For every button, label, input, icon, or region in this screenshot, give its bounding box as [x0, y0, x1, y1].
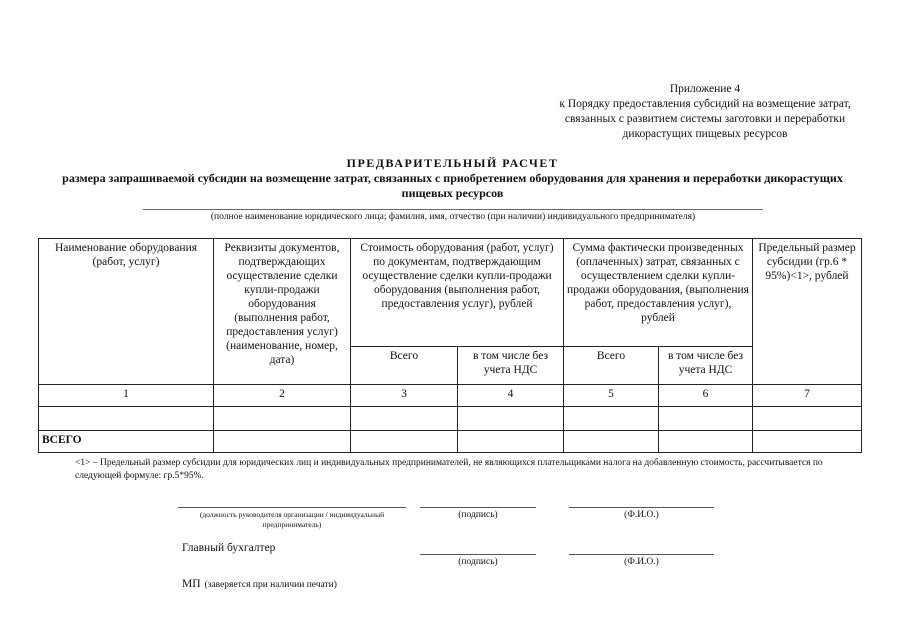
- table-cell: [564, 407, 659, 431]
- document-title: ПРЕДВАРИТЕЛЬНЫЙ РАСЧЕТ: [346, 156, 559, 170]
- table-cell: [39, 407, 214, 431]
- column-number: 1: [39, 385, 214, 407]
- table-cell: [214, 407, 351, 431]
- table-cell: [214, 431, 351, 453]
- table-cell: [351, 431, 458, 453]
- appendix-number: Приложение 4: [669, 83, 741, 95]
- table-cell: [458, 431, 564, 453]
- footnote: <1> – Предельный размер субсидии для юридических лиц и индивидуальных предпринимателей, не являющихся плательщиками налога на добавленную стоимость, рассчитывается по следующей формуле: гр.5*95%.: [75, 458, 823, 481]
- table-cell: [351, 407, 458, 431]
- document-subtitle: размера запрашиваемой субсидии на возмещение затрат, связанных с приобретением оборудования для хранения и переработки дикорастущих пищевых ресурсов: [62, 171, 843, 200]
- header-document-details: Реквизиты документов, подтверждающих осуществление сделки купли-продажи оборудования (выполнения работ, предоставления услуг) (наименование, номер, дата): [214, 239, 351, 385]
- fio-caption: (Ф.И.О.): [624, 510, 659, 520]
- subheader-total: Всего: [351, 347, 458, 385]
- signature-caption: (подпись): [458, 557, 498, 567]
- appendix-line: дикорастущих пищевых ресурсов: [622, 128, 788, 140]
- total-row-label: ВСЕГО: [39, 431, 214, 453]
- chief-accountant-label: Главный бухгалтер: [182, 542, 276, 554]
- organization-name-line: [143, 209, 763, 210]
- subheader-without-vat: в том числе без учета НДС: [458, 347, 564, 385]
- position-caption: (должность руководителя организации / индивидуальный предприниматель): [199, 510, 385, 529]
- column-number: 5: [564, 385, 659, 407]
- table-cell: [753, 407, 862, 431]
- column-number: 7: [753, 385, 862, 407]
- signature-line: [420, 507, 536, 508]
- signature-caption: (подпись): [458, 510, 498, 520]
- table-cell: [753, 431, 862, 453]
- header-equipment-cost: Стоимость оборудования (работ, услуг) по документам, подтверждающим осуществление сделки купли-продажи оборудования (выполнения работ, предоставления услуг), рублей: [351, 239, 564, 347]
- appendix-line: связанных с развитием системы заготовки и переработки: [564, 113, 846, 125]
- fio-caption: (Ф.И.О.): [624, 557, 659, 567]
- appendix-line: к Порядку предоставления субсидий на возмещение затрат,: [559, 98, 851, 110]
- table-cell: [458, 407, 564, 431]
- header-equipment-name: Наименование оборудования (работ, услуг): [39, 239, 214, 385]
- stamp-block: [182, 574, 337, 592]
- table-cell: [564, 431, 659, 453]
- column-number: 4: [458, 385, 564, 407]
- header-actual-expenses: Сумма фактически произведенных (оплаченных) затрат, связанных с осуществлением сделки купли-продажи оборудования, (выполнения работ, предоставления услуг), рублей: [564, 239, 753, 347]
- subheader-total: Всего: [564, 347, 659, 385]
- appendix-header: [520, 82, 890, 142]
- calculation-table: [38, 238, 862, 453]
- stamp-note: (заверяется при наличии печати): [204, 580, 337, 590]
- table-cell: [659, 431, 753, 453]
- column-number: 6: [659, 385, 753, 407]
- position-line: [178, 507, 406, 508]
- fio-line: [569, 554, 714, 555]
- fio-line: [569, 507, 714, 508]
- header-subsidy-limit: Предельный размер субсидии (гр.6 * 95%)<1>, рублей: [753, 239, 862, 385]
- organization-caption: (полное наименование юридического лица; фамилия, имя, отчество (при наличии) индивидуального предпринимателя): [210, 212, 696, 222]
- table-cell: [659, 407, 753, 431]
- column-number: 3: [351, 385, 458, 407]
- stamp-label: МП: [182, 578, 201, 590]
- column-number: 2: [214, 385, 351, 407]
- subheader-without-vat: в том числе без учета НДС: [659, 347, 753, 385]
- signature-line: [420, 554, 536, 555]
